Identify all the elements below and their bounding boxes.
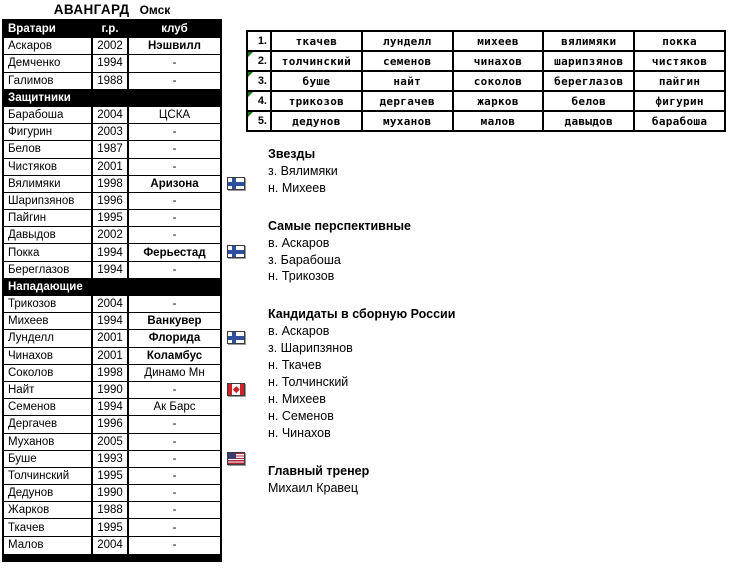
birth-year-cell: 1996 (93, 416, 129, 432)
line-combinations-table (246, 30, 726, 132)
line-player-cell: жарков (454, 92, 545, 110)
section-title: Кандидаты в сборную России (268, 307, 456, 322)
club-cell: - (172, 452, 177, 465)
section-prospects (268, 218, 568, 286)
line-player-cell: семенов (363, 52, 454, 70)
player-name-cell: Покка (4, 244, 93, 260)
list-item: в. Аскаров (268, 324, 330, 339)
list-item: з. Вялимяки (268, 163, 338, 178)
line-player-cell: трикозов (272, 92, 363, 110)
line-number-cell: 2. (248, 52, 272, 70)
line-player-cell: дедунов (272, 112, 363, 130)
club-cell: - (172, 74, 177, 87)
table-row (4, 296, 220, 313)
birth-year-cell: 1993 (93, 451, 129, 467)
club-cell: - (172, 194, 177, 207)
player-name-cell: Защитники (8, 91, 71, 104)
club-cell: Ванкувер (147, 315, 202, 328)
line-player-cell: соколов (454, 72, 545, 90)
section-stars (268, 146, 568, 197)
birth-year-cell: 1995 (93, 210, 129, 226)
birth-year-cell: 2001 (93, 348, 129, 364)
table-row (4, 210, 220, 227)
player-name-cell: Вялимяки (4, 176, 93, 192)
player-name-cell: Михеев (4, 313, 93, 329)
section-title: Самые перспективные (268, 218, 411, 233)
line-player-cell: шарипзянов (544, 52, 635, 70)
line-number-cell: 1. (248, 32, 272, 50)
club-cell: Коламбус (146, 349, 203, 362)
birth-year-cell: 2002 (93, 38, 129, 54)
club-cell: - (172, 435, 177, 448)
club-cell: - (172, 384, 177, 397)
line-row (248, 92, 724, 112)
club-cell: - (172, 298, 177, 311)
club-cell: - (172, 57, 177, 70)
page-title (2, 1, 222, 18)
player-name-cell: Малов (4, 537, 93, 554)
line-player-cell: михеев (454, 32, 545, 50)
club-cell: клуб (161, 23, 188, 36)
club-cell: - (172, 469, 177, 482)
line-player-cell: ткачев (272, 32, 363, 50)
birth-year-cell: 1994 (93, 313, 129, 329)
player-name-cell: Дергачев (4, 416, 93, 432)
player-name-cell: Дедунов (4, 485, 93, 501)
table-row (4, 73, 220, 90)
club-cell: Ак Барс (153, 401, 196, 414)
line-player-cell: вялимяки (544, 32, 635, 50)
birth-year-cell: 1988 (93, 502, 129, 518)
line-player-cell: чистяков (651, 54, 708, 68)
line-player-cell: белов (544, 92, 635, 110)
table-row (4, 176, 220, 193)
club-cell: - (172, 229, 177, 242)
list-item: в. Аскаров (268, 235, 330, 250)
line-player-cell: малов (454, 112, 545, 130)
player-name-cell: Буше (4, 451, 93, 467)
line-number-cell: 5. (248, 112, 272, 130)
line-player-cell: дергачев (363, 92, 454, 110)
table-row (4, 537, 220, 554)
player-name-cell: Шарипзянов (4, 193, 93, 209)
table-row (4, 468, 220, 485)
line-player-cell: пайгин (658, 74, 701, 88)
club-cell: Флорида (148, 332, 201, 345)
table-row (4, 55, 220, 72)
birth-year-cell: 1987 (93, 141, 129, 157)
birth-year-cell: 1998 (93, 365, 129, 381)
table-row (4, 124, 220, 141)
line-player-cell: чинахов (454, 52, 545, 70)
birth-year-cell: 2004 (93, 296, 129, 312)
section-coach (268, 463, 568, 497)
table-row (4, 107, 220, 124)
club-cell: Ферьестад (143, 246, 206, 259)
club-cell: Аризона (150, 177, 199, 190)
birth-year-cell: 1994 (93, 399, 129, 415)
player-name-cell: Береглазов (4, 262, 93, 278)
player-name-cell: Вратари (4, 21, 93, 37)
line-player-cell: лунделл (363, 32, 454, 50)
table-row (4, 90, 220, 107)
player-name-cell: Демченко (4, 55, 93, 71)
birth-year-cell: 1990 (93, 485, 129, 501)
line-player-cell: найт (363, 72, 454, 90)
line-player-cell: давыдов (544, 112, 635, 130)
line-row (248, 72, 724, 92)
birth-year-cell: 1988 (93, 73, 129, 89)
table-row (4, 434, 220, 451)
player-name-cell: Нападающие (8, 280, 83, 293)
list-item: н. Михеев (268, 180, 326, 195)
birth-year-cell: 2005 (93, 434, 129, 450)
table-row (4, 279, 220, 296)
section-candidates (268, 306, 568, 441)
club-cell: - (172, 160, 177, 173)
player-name-cell: Жарков (4, 502, 93, 518)
player-name-cell: Галимов (4, 73, 93, 89)
fi-flag-icon (227, 331, 245, 344)
table-row (4, 451, 220, 468)
birth-year-cell: 1995 (93, 519, 129, 535)
table-row (4, 330, 220, 347)
team-city: Омск (139, 2, 171, 17)
table-row (4, 416, 220, 433)
line-player-cell: буше (272, 72, 363, 90)
player-name-cell: Муханов (4, 434, 93, 450)
list-item: н. Чинахов (268, 425, 331, 440)
player-name-cell: Толчинский (4, 468, 93, 484)
player-name-cell: Фигурин (4, 124, 93, 140)
birth-year-cell: 2001 (93, 330, 129, 346)
line-number-cell: 3. (248, 72, 272, 90)
line-player-cell: покка (662, 34, 697, 48)
birth-year-cell: 2003 (93, 124, 129, 140)
line-row (248, 52, 724, 72)
notes-column (268, 146, 568, 517)
table-row (4, 485, 220, 502)
table-row (4, 159, 220, 176)
list-item: н. Михеев (268, 391, 326, 406)
list-item: н. Ткачев (268, 358, 322, 373)
roster-table (2, 19, 222, 562)
team-name: АВАНГАРД (53, 2, 130, 17)
table-bottom-bar (4, 554, 220, 560)
birth-year-cell: 2004 (93, 537, 129, 554)
birth-year-cell: 1994 (93, 244, 129, 260)
table-row (4, 399, 220, 416)
table-row (4, 141, 220, 158)
table-row (4, 348, 220, 365)
section-title: Главный тренер (268, 463, 370, 478)
birth-year-cell: 2004 (93, 107, 129, 123)
fi-flag-icon (227, 177, 245, 190)
club-cell: Динамо Мн (144, 366, 205, 379)
player-name-cell: Чинахов (4, 348, 93, 364)
list-item: н. Трикозов (268, 269, 335, 284)
table-row (4, 21, 220, 38)
club-cell: - (172, 521, 177, 534)
table-row (4, 38, 220, 55)
line-row (248, 112, 724, 130)
table-row (4, 244, 220, 261)
table-row (4, 519, 220, 536)
list-item: з. Барабоша (268, 252, 341, 267)
line-player-cell: береглазов (544, 72, 635, 90)
player-name-cell: Трикозов (4, 296, 93, 312)
club-cell: - (172, 212, 177, 225)
club-cell: ЦСКА (158, 109, 191, 122)
table-row (4, 313, 220, 330)
club-cell: Нэшвилл (148, 40, 201, 53)
club-cell: - (172, 143, 177, 156)
us-flag-icon (227, 452, 245, 465)
birth-year-cell: 1998 (93, 176, 129, 192)
club-cell: - (172, 418, 177, 431)
table-row (4, 502, 220, 519)
player-name-cell: Чистяков (4, 159, 93, 175)
list-item: н. Семенов (268, 408, 334, 423)
club-cell: - (172, 539, 177, 552)
player-name-cell: Лунделл (4, 330, 93, 346)
line-player-cell: муханов (363, 112, 454, 130)
birth-year-cell: 1996 (93, 193, 129, 209)
ca-flag-icon (227, 383, 245, 396)
table-row (4, 365, 220, 382)
player-name-cell: Найт (4, 382, 93, 398)
player-name-cell: Ткачев (4, 519, 93, 535)
fi-flag-icon (227, 245, 245, 258)
player-name-cell: Семенов (4, 399, 93, 415)
table-row (4, 193, 220, 210)
line-player-cell: толчинский (272, 52, 363, 70)
line-row (248, 32, 724, 52)
birth-year-cell: 2002 (93, 227, 129, 243)
birth-year-cell: 1994 (93, 262, 129, 278)
coach-name: Михаил Кравец (268, 480, 359, 495)
line-player-cell: барабоша (651, 114, 708, 128)
birth-year-cell: 1995 (93, 468, 129, 484)
section-title: Звезды (268, 147, 316, 161)
table-row (4, 262, 220, 279)
club-cell: - (172, 504, 177, 517)
club-cell: - (172, 487, 177, 500)
player-name-cell: Аскаров (4, 38, 93, 54)
line-player-cell: фигурин (655, 94, 704, 108)
table-row (4, 382, 220, 399)
player-name-cell: Давыдов (4, 227, 93, 243)
club-cell: - (172, 126, 177, 139)
list-item: н. Толчинский (268, 374, 349, 389)
birth-year-cell: 2001 (93, 159, 129, 175)
birth-year-cell: г.р. (93, 21, 129, 37)
player-name-cell: Пайгин (4, 210, 93, 226)
birth-year-cell: 1990 (93, 382, 129, 398)
list-item: з. Шарипзянов (268, 341, 353, 356)
table-row (4, 227, 220, 244)
club-cell: - (172, 263, 177, 276)
line-number-cell: 4. (248, 92, 272, 110)
player-name-cell: Белов (4, 141, 93, 157)
player-name-cell: Барабоша (4, 107, 93, 123)
birth-year-cell: 1994 (93, 55, 129, 71)
player-name-cell: Соколов (4, 365, 93, 381)
